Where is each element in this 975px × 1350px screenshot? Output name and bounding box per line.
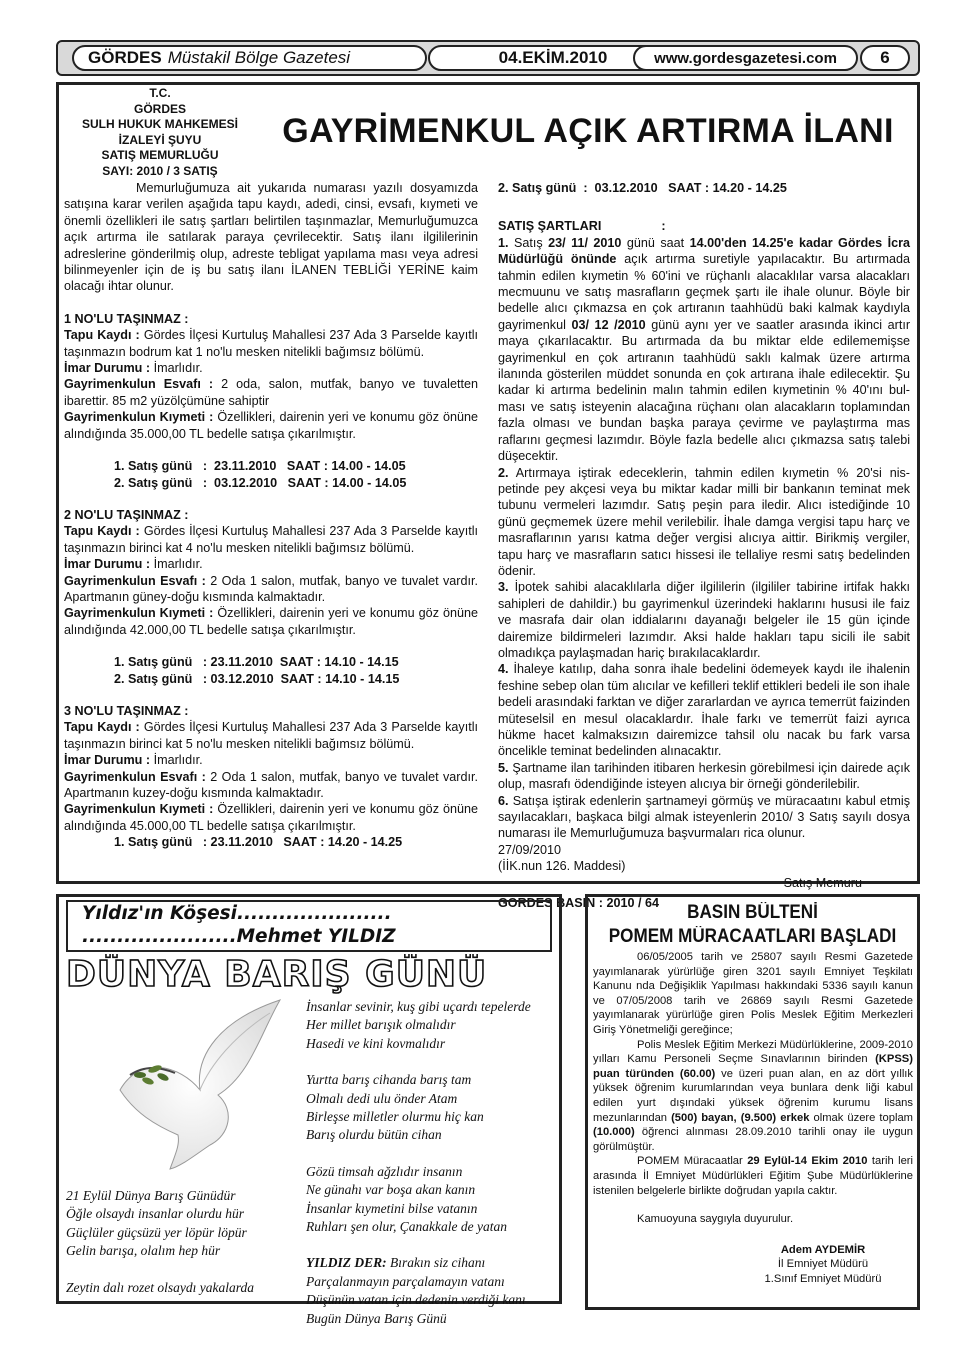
poem-line: Ruhları şen olur, Çanakkale de yatan: [306, 1219, 507, 1235]
dove-illustration: [100, 995, 300, 1170]
signer-name: Adem AYDEMİR: [780, 1243, 866, 1256]
bulletin-highlight: (KPSS) puan türünden (60.00): [593, 1053, 913, 1080]
issuer-line: T.C.: [149, 86, 171, 100]
label-imar: İmar Durumu :: [64, 557, 151, 572]
paper-name-pill: [72, 45, 427, 71]
condition-text: Satış: [513, 235, 543, 250]
condition-2: [498, 465, 910, 580]
ad-right-column: [498, 180, 910, 911]
bulletin-text: tarih leri arasında İl Emniyet Müdürlükleri Eğitim Şube Müdürlüklerine istenilen belgelerle birlikte doğrudan yapıla caktır.: [593, 1155, 914, 1197]
paper-name: GÖRDES: [88, 48, 162, 67]
ad-title: GAYRİMENKUL AÇIK ARTIRMA İLANI: [282, 112, 894, 150]
column-title: DÜNYA BARIŞ GÜNÜ: [66, 954, 488, 995]
paper-subtitle: Müstakil Bölge Gazetesi: [167, 48, 351, 67]
issuer-line: SULH HUKUK MAHKEMESİ: [82, 117, 238, 132]
condition-text: Satışa iştirak edenlerin şartnameyi görmüş ve müracaatını kabul etmiş sayılacakları, başkaca bilgi almak isteyenlerin 2010/ 3 Satış sayılı dosya numarası ile Memurluğumuza başvurmaları rica olunur.: [498, 793, 910, 841]
poem-line: Düşünün vatan için dedenin verdiği kanı: [306, 1292, 526, 1308]
condition-text: İpotek sahibi alacaklılarla diğer ilgililerin (ilgililer tabirine irtifak hakkı sahipleri de dahildir.) bu gayrimenkul üzerindeki haklarını hususi ile faiz ve masrafa dair olan iddialarını dayanağı belgeler ile 15 gün içinde dairemize bildirmeleri lazımdır. Aksi halde hakları tapu sicili ile sabit olmadıkça paylaşmadan hariç bırakılacaklardır.: [498, 580, 911, 660]
property-esvaf: 2 oda, salon, mutfak, banyo ve tuvaletten ibarettir. 85 m2 yüzölçümüne sahiptir: [64, 377, 478, 408]
conditions-colon: :: [661, 219, 666, 234]
issuer-line: SAYI: 2010 / 3 SATIŞ: [102, 163, 218, 178]
bulletin-subtitle: POMEM MÜRACAATLARI BAŞLADI: [608, 926, 897, 947]
condition-number: 3.: [498, 580, 509, 595]
poem-line: İnsanlar kıymetini bilse vatanın: [306, 1200, 478, 1216]
poem-line: İnsanlar sevinir, kuş gibi uçardı tepelerde: [306, 999, 531, 1014]
condition-1: [498, 235, 910, 465]
property-value: Özellikleri, dairenin yeri ve konumu göz önüne alındığında 35.000,00 TL bedelle satışa çıkarılmıştır.: [64, 410, 479, 441]
label-tapu: Tapu Kaydı :: [64, 328, 140, 343]
conditions-title: SATIŞ ŞARTLARI: [498, 219, 602, 234]
property-heading: 2 NO'LU TAŞINMAZ :: [64, 507, 189, 522]
issuer-line: GÖRDES: [133, 101, 186, 116]
sale-date-2: 2. Satış günü : 03.12.2010 SAAT : 14.20 - 14.25: [498, 181, 787, 195]
ad-left-column: [64, 180, 478, 851]
issue-date: 04.EKİM.2010: [428, 45, 678, 71]
label-esvaf: Gayrimenkulun Esvafı :: [64, 769, 206, 784]
bulletin-text: POMEM Müracaatlar: [637, 1155, 743, 1168]
poem-line: Her millet barışık olmalıdır: [306, 1017, 456, 1033]
condition-date: 03/ 12 /2010: [571, 317, 646, 332]
property-imar: İmarlıdır.: [153, 753, 203, 768]
bulletin-title: BASIN BÜLTENİ: [687, 902, 818, 923]
property-imar: İmarlıdır.: [153, 557, 203, 572]
poem-line: Parçalanmayın parçalamayın vatanı: [306, 1273, 505, 1289]
label-imar: İmar Durumu :: [64, 361, 151, 376]
label-tapu: Tapu Kaydı :: [64, 524, 140, 539]
condition-text: günü saat: [626, 235, 685, 250]
poem-line: Barış olurdu bütün cihan: [306, 1127, 442, 1143]
bulletin-highlight: 29 Eylül-14 Ekim 2010: [747, 1155, 868, 1168]
signer-title: İl Emniyet Müdürü: [777, 1258, 869, 1271]
property-value: Özellikleri, dairenin yeri ve konumu göz önüne alındığında 45.000,00 TL bedelle satışa çıkarılmıştır.: [64, 802, 479, 833]
website-url: www.gordesgazetesi.com: [633, 45, 858, 71]
label-esvaf: Gayrimenkulun Esvafı :: [64, 377, 214, 392]
bulletin-closing: Kamuoyuna saygıyla duyurulur.: [637, 1213, 794, 1226]
corner-banner: [66, 900, 552, 952]
property-tapu: Gördes İlçesi Kurtuluş Mahallesi 237 Ada 3 Parselde kayıtlı taşınmazın birinci kat 4 no'lu mesken nitelikli bağımsız bölümü.: [64, 524, 478, 555]
condition-number: 1.: [498, 235, 509, 250]
poem-line: Öğle olsaydı insanlar olurdu hür: [66, 1206, 245, 1222]
bulletin-text: ve üzeri puan alan, en az dört yıllık yüksek öğrenim kurumlarından veya bunlara denk liği kabul edilen yurt dışındaki yüksek öğrenim kurumu lisans mezunlarından: [593, 1067, 914, 1124]
poem-line: Gelin barışa, olalım hep hür: [66, 1243, 221, 1259]
condition-number: 5.: [498, 760, 509, 775]
label-kiymet: Gayrimenkulun Kıymeti :: [64, 802, 214, 817]
property-esvaf: 2 Oda 1 salon, mutfak, banyo ve tuvalet vardır. Apartmanın kuzey-doğu kısmında kalmaktadır.: [64, 769, 478, 800]
poem-line: Ne günahı var boşa akan kanın: [306, 1182, 476, 1198]
poem-line: Zeytin dalı rozet olsaydı yakalarda: [66, 1279, 254, 1295]
sale-date-1: 1. Satış günü : 23.11.2010 SAAT : 14.20 - 14.25: [114, 835, 403, 850]
property-heading: 3 NO'LU TAŞINMAZ :: [64, 703, 189, 718]
condition-5: [498, 760, 910, 793]
label-kiymet: Gayrimenkulun Kıymeti :: [64, 606, 214, 621]
poem-closing-label: YILDIZ DER:: [306, 1255, 387, 1271]
condition-6: [498, 793, 910, 842]
condition-time: 14.00'den 14.25'e kadar Gördes İcra Müdürlüğü önünde: [498, 235, 911, 267]
signer-title: 1.Sınıf Emniyet Müdürü: [764, 1272, 882, 1285]
condition-text: Artırmaya iştirak edeceklerin, tahmin edilen kıymetin % 20'si nis- petinde pey akçesi veya bu miktar kadar milli bir bankanın teminat mek tubunu vermeleri lazımdır. Satış peşin para iledir. Alıcı istediğinde 10 günü geçmemek üzere mehil verilebilir. İhale damga vergisi tapu harç ve masraflarının yarısı katma değer vergisi alıcıya aittir. Birikmiş vergiler, tapu harç ve masrafların satıcı hissesi ile tellaliye resmi satış bedelinden ödenir.: [498, 465, 910, 578]
property-esvaf: 2 Oda 1 salon, mutfak, banyo ve tuvalet vardır. Apartmanın güney-doğu kısmında kalmaktadır.: [64, 573, 478, 604]
condition-text: Şartname ilan tarihinden itibaren herkesin görebilmesi için dairede açık olup, masrafı ödendiğinde isteyen alıcıya bir örneği gönderilebilir.: [498, 760, 910, 792]
poem-left: [66, 1187, 302, 1297]
poem-line: Yurtta barış cihanda barış tam: [306, 1072, 472, 1088]
condition-number: 2.: [498, 465, 509, 480]
page-number: 6: [860, 45, 910, 71]
condition-text: açık artırma suretiyle yapılacaktır. Bu artırmada tahmin edilen kıymetin % 60'ini ve rüçhanlı alacaklılar varsa alacakları mecmuunu ve satış masrafların geçmek şartı ile ihale olunur. Böyle bir bedelle alıcı çıkmazsa en çok artıranın taahhüdü baki kalmak kaydıyla gayrimenkul: [498, 252, 910, 332]
bulletin-text: olmak üzere toplam: [813, 1111, 913, 1124]
law-reference: (İİK.nun 126. Maddesi): [498, 859, 626, 874]
bulletin-paragraph: [593, 1154, 913, 1198]
ad-date: 27/09/2010: [498, 842, 562, 857]
label-imar: İmar Durumu :: [64, 753, 151, 768]
poem-line: Gözü timsah ağzlıdır insanın: [306, 1163, 463, 1179]
label-esvaf: Gayrimenkulun Esvafı :: [64, 573, 206, 588]
bulletin-paragraph: 06/05/2005 tarih ve 25807 sayılı Resmi Gazetede yayımlanarak yürürlüğe giren 3201 sayılı Emniyet Teşkilatı Kanunu nda Değişiklik Yapılması hakkındaki 5336 sayılı kanun ve 07/05/2008 tarih ve 26869 sayılı Resmi Gazetede yayımlanarak yürürlüğe giren Polis Meslek Eğitim Merkezleri Giriş Yönetmeliği gereğince;: [593, 951, 913, 1036]
label-tapu: Tapu Kaydı :: [64, 720, 140, 735]
bulletin-text: Polis Meslek Eğitim Merkezi Müdürlüklerine, 2009-2010 yılları Kamu Personeli Seçme Sınavlarının birinden: [593, 1038, 913, 1066]
bulletin-body: [593, 950, 913, 1286]
sale-date-2: 2. Satış günü : 03.12.2010 SAAT : 14.00 - 14.05: [114, 475, 407, 490]
condition-text: günü aynı yer ve saatler arasında ikinci artır maya çıkarılacaktır. Bu artırmada da bu miktar elde edilememişse gayrimenkul en çok artıranın taahhüdü saklı kalmak üzere artırma ilanında gösterilen müddet sonunda en çok artırana ihale edilecektir. Şu kadar ki artırma bedelinin malın tahmin edilen kıymetinin % 40'ını bul- ması ve satış isteyenin alacağına rüçhanı olan alacakların toplamından fazla olması ve bundan başka paraya çevirme ve paylaştırma mas raflarını geçmesi lazımdır. Böyle fazla bedelle alıcı çıkmazsa satış talebi düşecektir.: [498, 317, 911, 464]
page-header: [56, 40, 920, 76]
poem-line: Birleşse milletler olurmu hiç kan: [306, 1109, 484, 1125]
poem-line: Bugün Dünya Barış Günü: [306, 1310, 447, 1326]
issuer-line: SATIŞ MEMURLUĞU: [101, 148, 219, 163]
issuer-block: [60, 86, 260, 180]
property-tapu: Gördes İlçesi Kurtuluş Mahallesi 237 Ada 3 Parselde kayıtlı taşınmazın bodrum kat 1 no'lu mesken nitelikli bağımsız bölümü.: [64, 328, 478, 359]
bulletin-text: öğrenci alınması 28.09.2010 tarihli onay ile uygun görülmüştür.: [593, 1126, 913, 1153]
bulletin-highlight: (500) bayan, (9.500) erkek: [671, 1111, 810, 1124]
condition-number: 4.: [498, 662, 509, 677]
sale-date-1: 1. Satış günü : 23.11.2010 SAAT : 14.00 - 14.05: [114, 459, 406, 474]
issuer-line: İZALEYİ ŞUYU: [118, 132, 202, 147]
sale-date-1: 1. Satış günü : 23.11.2010 SAAT : 14.10 - 14.15: [114, 655, 399, 670]
bulletin-signature: [593, 1243, 913, 1287]
condition-4: [498, 661, 910, 759]
corner-banner-line: Yıldız'ın Köşesi......................: [82, 903, 392, 924]
condition-number: 6.: [498, 793, 509, 808]
poem-right: [306, 998, 556, 1328]
condition-date: 23/ 11/ 2010: [548, 235, 622, 250]
bulletin-paragraph: [593, 1038, 913, 1155]
property-tapu: Gördes İlçesi Kurtuluş Mahallesi 237 Ada 3 Parselde kayıtlı taşınmazın birinci kat 5 no'lu mesken nitelikli bağımsız bölümü.: [64, 720, 478, 751]
property-heading: 1 NO'LU TAŞINMAZ :: [64, 311, 189, 326]
poem-line: Hasedi ve kini kovmalıdır: [306, 1035, 446, 1051]
condition-text: İhaleye katılıp, daha sonra ihale bedelini ödemeyek kaydı ile ihalenin feshine sebep olan tüm alıcılar ve kefilleri teklif ettikleri bedeli ile son ihale bedeli arasındaki farktan ve diğer zararlardan ve ayrıca temerrüt faizinden müteselsil en mesul olacaklardır. İhale farkı ve temerrüt faizi ayrıca hükme hacet kalmaksızın dairemizce tahsil olu nacak bu fark varsa öncelikle teminat bedelinden alınacaktır.: [498, 662, 911, 759]
corner-author: ......................Mehmet YILDIZ: [82, 926, 396, 947]
signature: Satış Memuru: [783, 875, 862, 890]
sale-date-2: 2. Satış günü : 03.12.2010 SAAT : 14.10 - 14.15: [114, 671, 400, 686]
property-value: Özellikleri, dairenin yeri ve konumu göz önüne alındığında 42.000,00 TL bedelle satışa çıkarılmıştır.: [64, 606, 479, 637]
condition-3: [498, 579, 910, 661]
basin-reference: GÖRDES BASIN : 2010 / 64: [498, 896, 659, 911]
poem-line: Olmalı dedi ulu önder Atam: [306, 1090, 458, 1106]
poem-line: 21 Eylül Dünya Barış Günüdür: [66, 1188, 236, 1203]
ad-intro: Memurluğumuza ait yukarıda numarası yazılı dosyamızda satışına karar verilen aşağıda tapu kaydı, adedi, cinsi, evsafı, kıymeti ve önemli özellikleri ile satış şartları belirtilen taşınmazlar, Memurluğumuzca açık artırma ile satılarak paraya çevrilecektir. Satış ilanı ilgililerinin adreslerine gönderilmiş olup, adreste tebligat yapılama ması veya adresi bilinmeyenler için de iş bu satış ilanı İLANEN TEBLİĞİ YERİNE kaim olacağı ihtar olunur.: [64, 181, 478, 294]
property-imar: İmarlıdır.: [153, 361, 203, 376]
poem-line: Güçlüler güçsüzü yer löpür löpür: [66, 1224, 247, 1240]
bulletin-highlight: (10.000): [593, 1126, 635, 1139]
label-kiymet: Gayrimenkulun Kıymeti :: [64, 410, 214, 425]
poem-line: Bırakın siz cihanı: [390, 1255, 486, 1271]
